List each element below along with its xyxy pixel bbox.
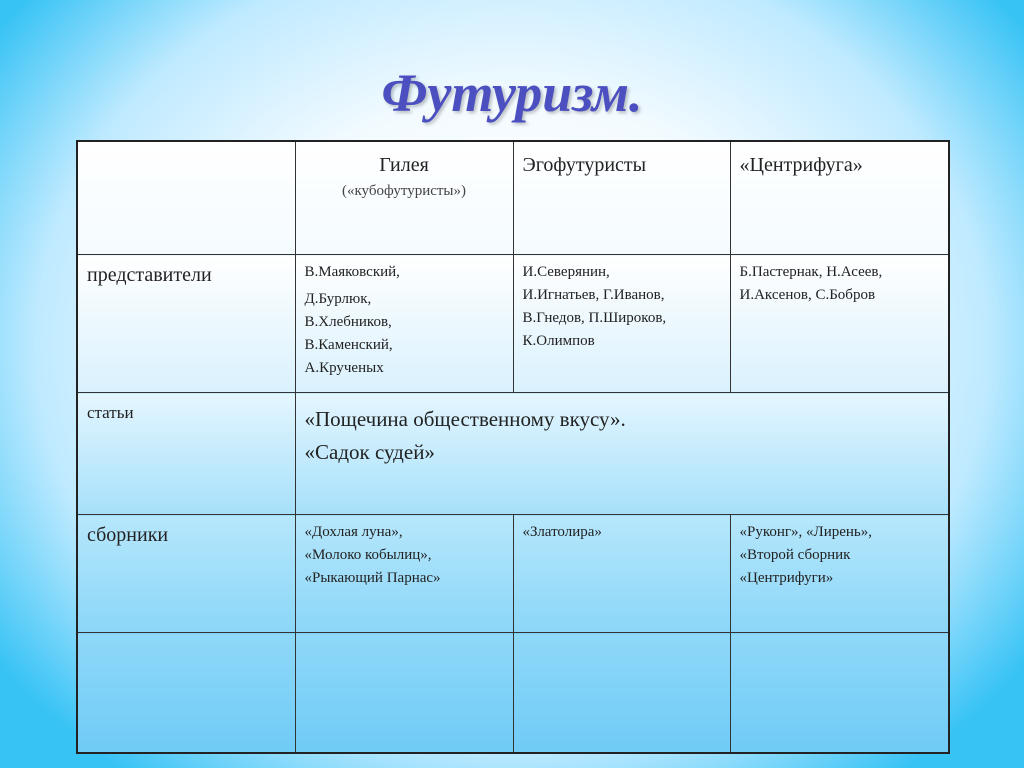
table-row-empty	[77, 633, 949, 754]
cell	[730, 515, 949, 633]
cell-line: И.Аксенов, С.Бобров	[739, 287, 876, 303]
cell-line: В.Каменский,	[304, 337, 393, 353]
header-gileya	[295, 141, 513, 255]
empty-cell	[295, 633, 513, 754]
cell-line: «Центрифуги»	[739, 570, 834, 586]
cell-line: «Дохлая луна»,	[304, 524, 403, 540]
cell-line: В.Гнедов, П.Широков,	[522, 310, 667, 326]
table-row-collections	[77, 515, 949, 633]
header-row	[77, 141, 949, 255]
cell	[295, 255, 513, 393]
header-egofuturists: Эгофутуристы	[513, 141, 730, 255]
cell-line: В.Маяковский,	[304, 264, 400, 280]
row-label: сборники	[77, 515, 295, 633]
cell-line: «Руконг», «Лирень»,	[739, 524, 873, 540]
cell-line: В.Хлебников,	[304, 314, 392, 330]
cell-line: Б.Пастернак, Н.Асеев,	[739, 264, 883, 280]
cell	[513, 255, 730, 393]
empty-cell	[513, 633, 730, 754]
cell-line: «Второй сборник	[739, 547, 851, 563]
cell	[513, 515, 730, 633]
cell-line: «Пощечина общественному вкусу».	[304, 407, 626, 431]
cell	[295, 393, 949, 515]
cell-line: «Молоко кобылиц»,	[304, 547, 432, 563]
header-sublabel: («кубофутуристы»)	[341, 183, 467, 199]
cell-line: «Златолира»	[522, 524, 602, 540]
empty-cell	[77, 633, 295, 754]
empty-cell	[730, 633, 949, 754]
cell-line: Д.Бурлюк,	[304, 291, 372, 307]
header-label: Гилея	[379, 154, 429, 176]
table-row-articles	[77, 393, 949, 515]
cell-line: И.Северянин,	[522, 264, 610, 280]
header-centrifuga: «Центрифуга»	[730, 141, 949, 255]
cell	[730, 255, 949, 393]
cell-line: А.Крученых	[304, 360, 384, 376]
table-row-representatives	[77, 255, 949, 393]
futurism-table	[76, 140, 950, 754]
cell-line: К.Олимпов	[522, 333, 595, 349]
row-label: статьи	[77, 393, 295, 515]
cell-line: «Садок судей»	[304, 440, 435, 464]
empty-corner-cell	[77, 141, 295, 255]
row-label: представители	[77, 255, 295, 393]
cell-line: «Рыкающий Парнас»	[304, 570, 441, 586]
cell	[295, 515, 513, 633]
slide-title: Футуризм.	[381, 63, 643, 123]
cell-line: И.Игнатьев, Г.Иванов,	[522, 287, 665, 303]
